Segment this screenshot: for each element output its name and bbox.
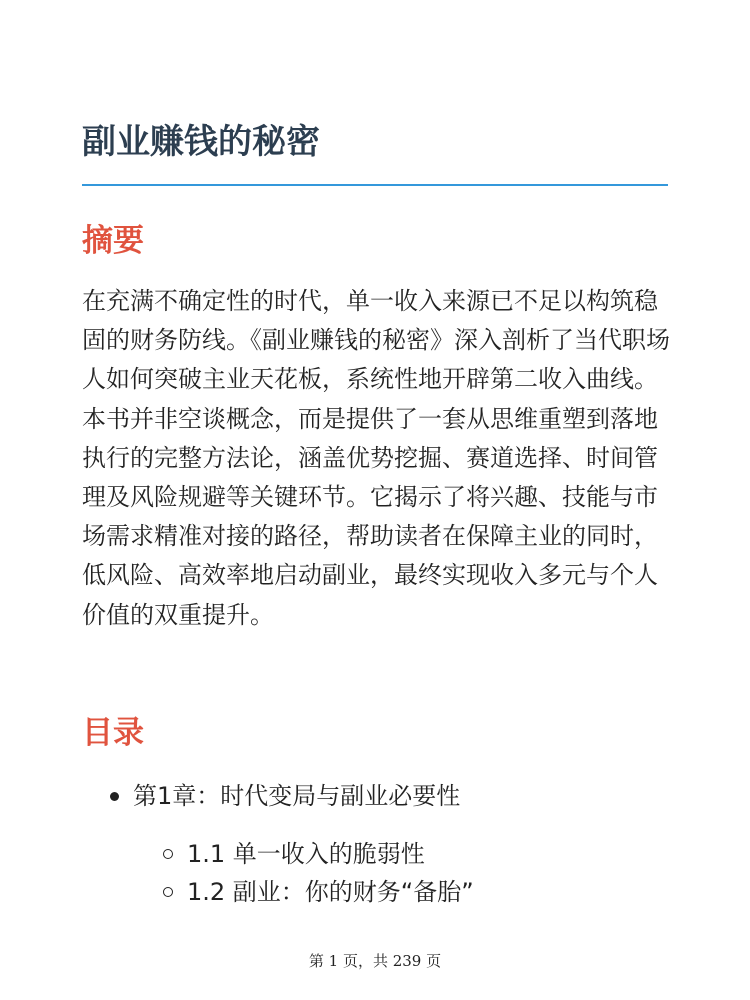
toc-section-item[interactable] (163, 874, 474, 910)
abstract-heading: 摘要 (82, 223, 144, 259)
bullet-disc-icon (110, 792, 119, 801)
toc-chapter-item[interactable] (110, 778, 460, 814)
document-title: 副业赚钱的秘密 (82, 122, 320, 162)
title-divider (82, 184, 668, 186)
bullet-circle-icon (163, 887, 173, 897)
toc-section-item[interactable] (163, 836, 425, 872)
page-footer: 第 1 页，共 239 页 (308, 952, 442, 970)
toc-section-label: 1.2 副业：你的财务“备胎” (187, 878, 474, 906)
toc-section-label: 1.1 单一收入的脆弱性 (187, 840, 425, 868)
abstract-body: 在充满不确定性的时代，单一收入来源已不足以构筑稳固的财务防线。《副业赚钱的秘密》深入剖析了当代职场人如何突破主业天花板，系统性地开辟第二收入曲线。本书并非空谈概念，而是提供了一套从思维重塑到落地执行的完整方法论，涵盖优势挖掘、赛道选择、时间管理及风险规避等关键环节。它揭示了将兴趣、技能与市场需求精准对接的路径，帮助读者在保障主业的同时，低风险、高效率地启动副业，最终实现收入多元与个人价值的双重提升。 (82, 287, 670, 629)
toc-chapter-label: 第1章：时代变局与副业必要性 (133, 782, 461, 810)
toc-heading: 目录 (82, 715, 144, 751)
bullet-circle-icon (163, 849, 173, 859)
